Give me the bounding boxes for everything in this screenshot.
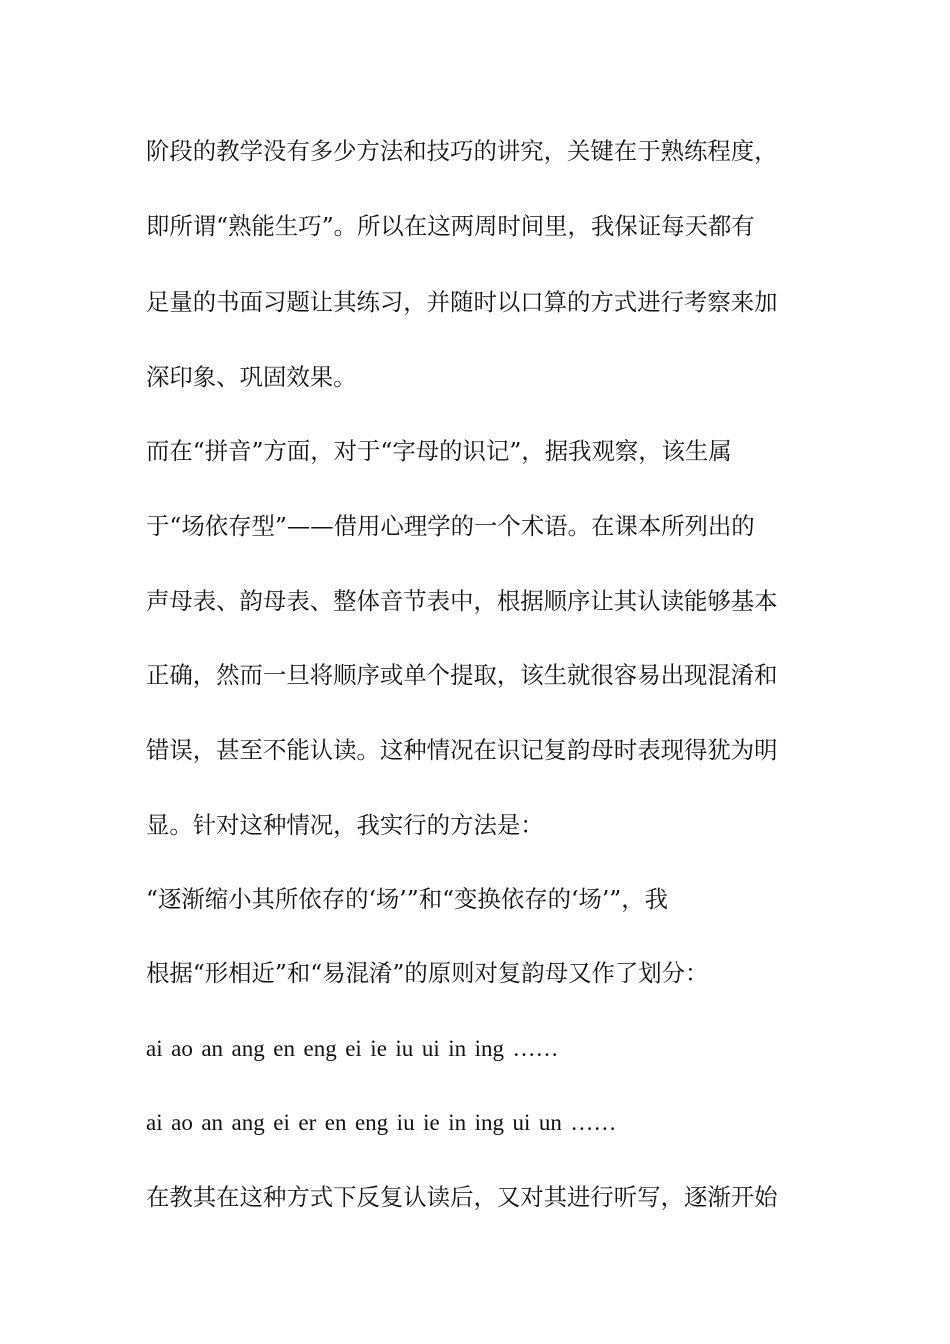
pinyin-row-2: ai ao an ang ei er en eng iu ie in ing ui un ……	[146, 1110, 617, 1135]
text-line-12: 根据“形相近”和“易混淆”的原则对复韵母又作了划分：	[146, 959, 709, 987]
text-line-3: 足量的书面习题让其练习，并随时以口算的方式进行考察来加	[146, 288, 778, 316]
pinyin-row-1: ai ao an ang en eng ei ie iu ui in ing ……	[146, 1036, 559, 1061]
text-line-8: 正确，然而一旦将顺序或单个提取，该生就很容易出现混淆和	[146, 661, 778, 689]
text-line-11: “逐渐缩小其所依存的‘场’”和“变换依存的‘场’”，我	[146, 885, 668, 913]
text-line-2: 即所谓“熟能生巧”。所以在这两周时间里，我保证每天都有	[146, 212, 755, 240]
text-line-15: 在教其在这种方式下反复认读后，又对其进行听写，逐渐开始	[146, 1183, 778, 1211]
text-line-1: 阶段的教学没有多少方法和技巧的讲究，关键在于熟练程度，	[146, 137, 778, 165]
text-line-6: 于“场依存型”——借用心理学的一个术语。在课本所列出的	[146, 512, 755, 540]
text-line-5: 而在“拼音”方面，对于“字母的识记”，据我观察，该生属	[146, 437, 732, 465]
text-line-10: 显。针对这种情况，我实行的方法是：	[146, 811, 544, 839]
text-line-7: 声母表、韵母表、整体音节表中，根据顺序让其认读能够基本	[146, 587, 778, 615]
text-line-4: 深印象、巩固效果。	[146, 363, 357, 391]
text-line-9: 错误，甚至不能认读。这种情况在识记复韵母时表现得犹为明	[146, 736, 778, 764]
